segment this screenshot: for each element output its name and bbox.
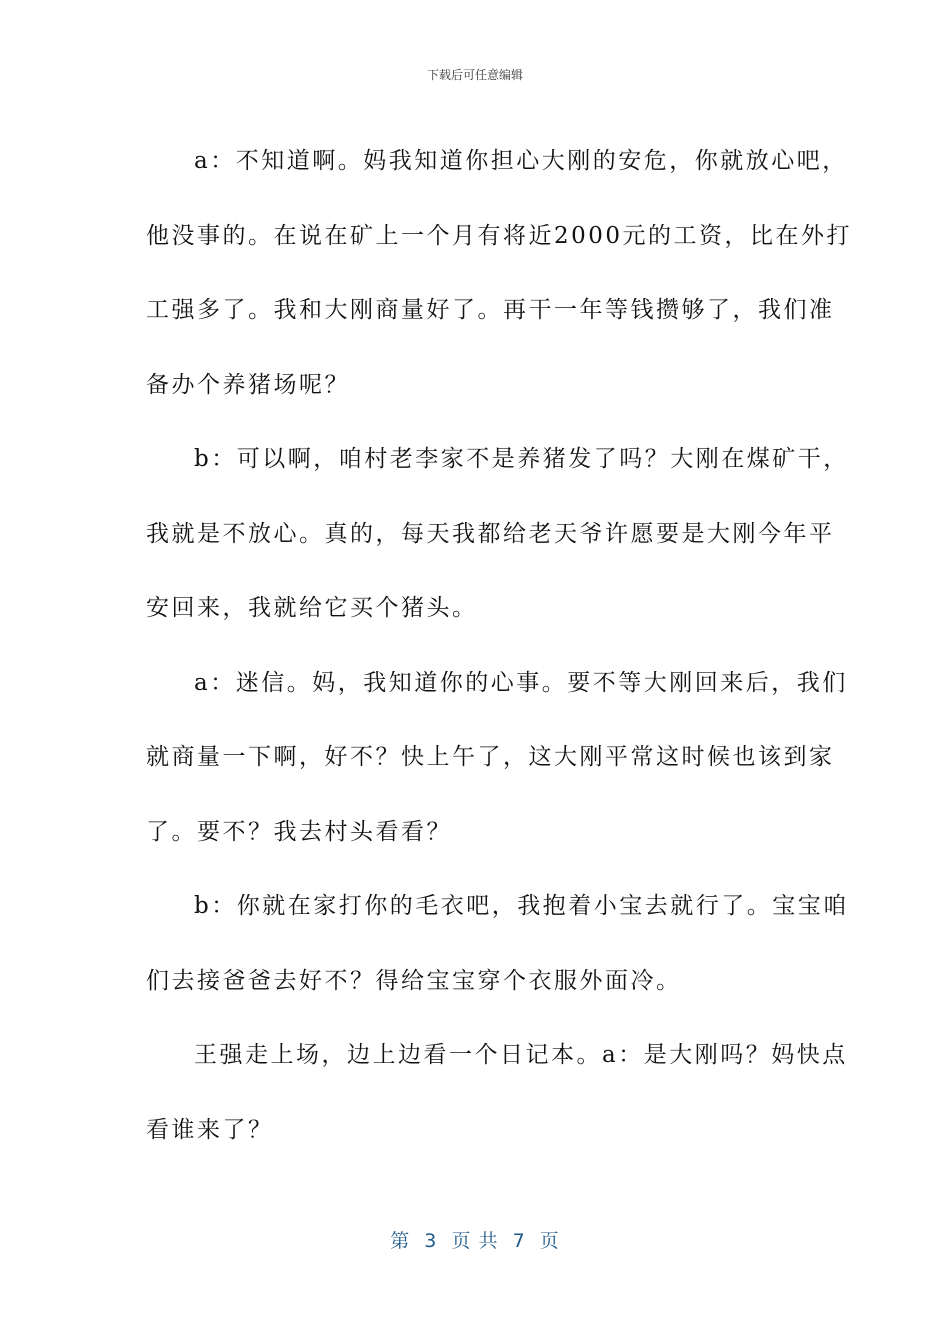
text-line: 看谁来了？ [146,1116,274,1143]
page-header: 下载后可任意编辑 [426,68,523,82]
text-line: 他没事的。在说在矿上一个月有将近2000元的工资，比在外打 [146,222,853,249]
text-line: 我就是不放心。真的，每天我都给老天爷许愿要是大刚今年平 [146,520,835,547]
text-line: 安回来，我就给它买个猪头。 [146,595,478,621]
text-line: a：不知道啊。妈我知道你担心大刚的安危，你就放心吧， [194,148,848,174]
text-line: 备办个养猪场呢？ [146,371,350,398]
text-line: 们去接爸爸去好不？得给宝宝穿个衣服外面冷。 [146,967,682,994]
text-line: 就商量一下啊，好不？快上午了，这大刚平常这时候也该到家 [146,744,835,770]
text-line: 王强走上场，边上边看一个日记本。a：是大刚吗？妈快点 [194,1042,848,1068]
text-line: 工强多了。我和大刚商量好了。再干一年等钱攒够了，我们准 [146,297,835,323]
document-body [146,124,853,1167]
text-line: 了。要不？我去村头看看？ [146,818,452,845]
page-number-footer: 第 3 页 共 7 页 [390,1230,560,1252]
text-line: a：迷信。妈，我知道你的心事。要不等大刚回来后，我们 [194,669,848,696]
text-line: b：你就在家打你的毛衣吧，我抱着小宝去就行了。宝宝咱 [194,893,849,919]
text-line: b：可以啊，咱村老李家不是养猪发了吗？大刚在煤矿干， [194,446,849,472]
